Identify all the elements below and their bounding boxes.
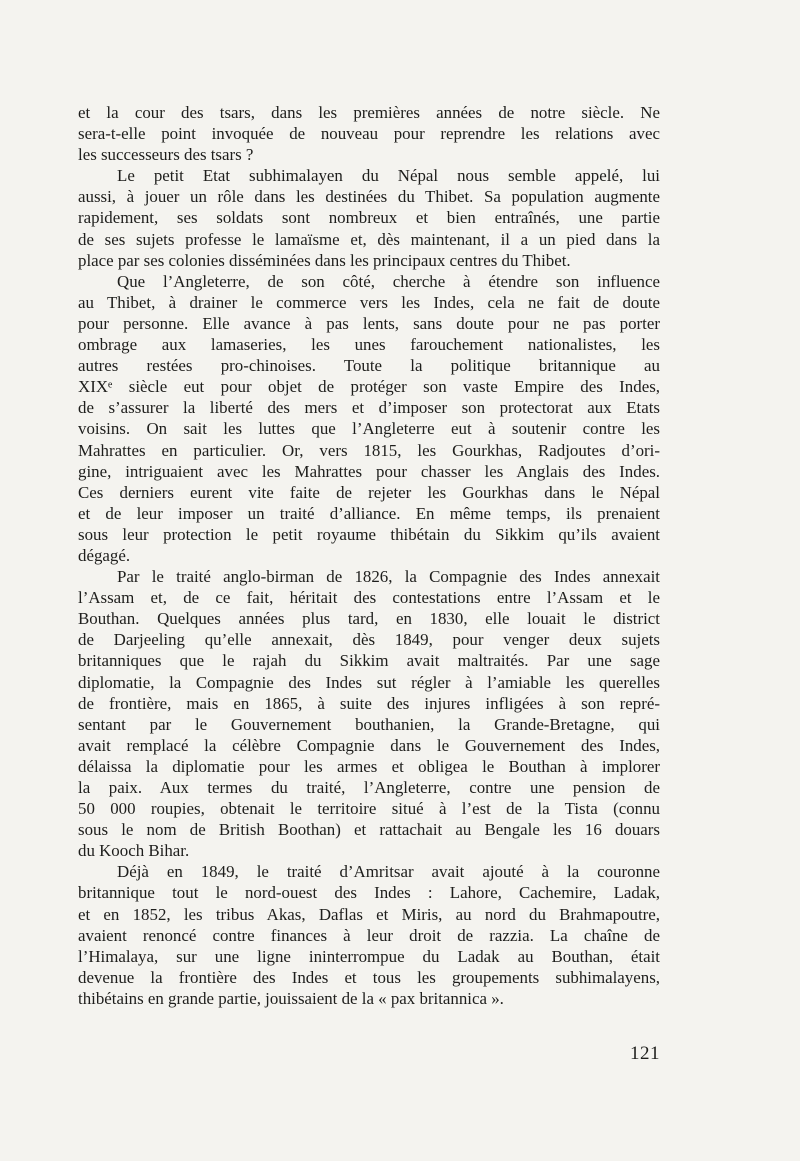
text-line: diplomatie, la Compagnie des Indes sut régler à l’amiable les querelles [78,672,660,692]
text-line: britanniques que le rajah du Sikkim avait maltraités. Par une sage [78,651,660,671]
body-text [78,102,660,1009]
page-number: 121 [630,1043,660,1064]
text-line: rapidement, ses soldats sont nombreux et bien entraînés, une partie [78,208,660,228]
text-line: Ces derniers eurent vite faite de rejeter les Gourkhas dans le Népal [78,482,660,502]
text-line: thibétains en grande partie, jouissaient de la « pax britannica ». [78,988,504,1008]
text-line: Le petit Etat subhimalayen du Népal nous semble appelé, lui [117,166,660,186]
text-line: de s’assurer la liberté des mers et d’imposer son protectorat aux Etats [78,398,660,418]
text-line: de ses sujets professe le lamaïsme et, dès maintenant, il a un pied dans la [78,229,660,249]
text-line: sentant par le Gouvernement bouthanien, la Grande-Bretagne, qui [78,714,660,734]
text-line: Mahrattes en particulier. Or, vers 1815, les Gourkhas, Radjoutes d’ori- [78,440,660,460]
text-line: gine, intriguaient avec les Mahrattes pour chasser les Anglais des Indes. [78,461,660,481]
text-line: voisins. On sait les luttes que l’Angleterre eut à soutenir contre les [78,419,660,439]
text-line: Par le traité anglo-birman de 1826, la Compagnie des Indes annexait [117,567,660,587]
text-line: de Darjeeling qu’elle annexait, dès 1849, pour venger deux sujets [78,630,660,650]
text-line: Que l’Angleterre, de son côté, cherche à étendre son influence [117,271,660,291]
text-line: sous leur protection le petit royaume thibétain du Sikkim qu’ils avaient [78,524,660,544]
text-line: ombrage aux lamaseries, les unes farouchement nationalistes, les [78,335,660,355]
text-line: et la cour des tsars, dans les premières années de notre siècle. Ne [78,103,660,122]
text-line: et en 1852, les tribus Akas, Daflas et Miris, au nord du Brahmapoutre, [78,904,660,924]
text-line: aussi, à jouer un rôle dans les destinées du Thibet. Sa population augmente [78,187,660,207]
text-line: Bouthan. Quelques années plus tard, en 1830, elle louait le district [78,609,660,629]
text-line: et de leur imposer un traité d’alliance. En même temps, ils prenaient [78,503,660,523]
text-line: du Kooch Bihar. [78,841,190,861]
text-line: avait remplacé la célèbre Compagnie dans le Gouvernement des Indes, [78,735,660,755]
text-line: Déjà en 1849, le traité d’Amritsar avait ajouté à la couronne [117,862,660,882]
text-line: au Thibet, à drainer le commerce vers les Indes, cela ne fait de doute [78,292,660,312]
text-line: britannique tout le nord-ouest des Indes : Lahore, Cachemire, Ladak, [78,883,660,903]
text-line: avaient renoncé contre finances à leur droit de razzia. La chaîne de [78,925,660,945]
text-line: devenue la frontière des Indes et tous les groupements subhimalayens, [78,967,660,987]
text-line: autres restées pro-chinoises. Toute la politique britannique au [78,356,660,376]
text-line: sera-t-elle point invoquée de nouveau pour reprendre les relations avec [78,124,660,144]
text-line: la paix. Aux termes du traité, l’Angleterre, contre une pension de [78,778,660,797]
text-line: de frontière, mais en 1865, à suite des injures infligées à son repré- [78,693,660,713]
text-line: les successeurs des tsars ? [78,145,254,165]
text-line: pour personne. Elle avance à pas lents, sans doute pour ne pas porter [78,313,660,333]
text-line: l’Assam et, de ce fait, héritait des contestations entre l’Assam et le [78,588,660,608]
text-line: sous le nom de British Boothan) et rattachait au Bengale les 16 douars [78,820,660,840]
text-line: dégagé. [78,545,131,565]
text-line: l’Himalaya, sur une ligne ininterrompue du Ladak au Bouthan, était [78,946,660,966]
text-line: délaissa la diplomatie pour les armes et obligea le Bouthan à implorer [78,756,660,776]
text-line: 50 000 roupies, obtenait le territoire situé à l’est de la Tista (connu [78,799,660,819]
text-line: place par ses colonies disséminées dans les principaux centres du Thibet. [78,250,571,270]
text-line: XIXᵉ siècle eut pour objet de protéger son vaste Empire des Indes, [78,377,660,397]
